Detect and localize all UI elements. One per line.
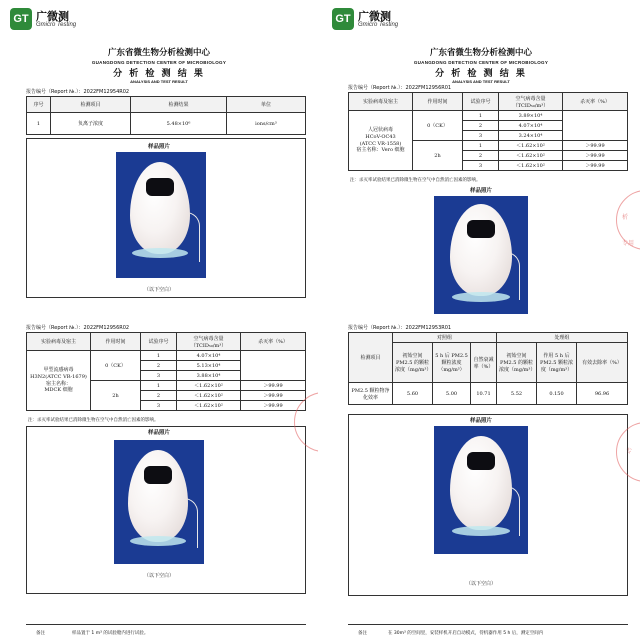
logo-name-en: Gmicro Testing <box>36 21 77 28</box>
photo-label: 样品照片 <box>147 430 170 436</box>
group-header: 对照组 <box>393 333 497 343</box>
virus-name: 人冠状病毒 <box>367 127 393 133</box>
col-header: 自然衰减率（%） <box>471 343 497 383</box>
cell: 2 <box>463 151 499 161</box>
device-base-glow <box>130 536 186 546</box>
cell: 负离子浓度 <box>51 113 131 135</box>
footer-label: 备注 <box>358 631 367 636</box>
logo-name-en: Gmicro Testing <box>358 21 399 28</box>
col-header: 空气病毒含量（TCID₅₀/m³） <box>177 333 241 351</box>
cell: ＞99.99 <box>563 161 628 171</box>
col-header: 实验病毒及宿主 <box>349 93 413 111</box>
cell: ＞99.99 <box>563 141 628 151</box>
col-header: 有效去除率（%） <box>577 343 628 383</box>
cell: 1 <box>463 141 499 151</box>
cell: 96.96 <box>577 383 628 405</box>
cell: ＜1.62×10² <box>499 141 563 151</box>
logo-name-cn: 广微测 <box>36 9 69 23</box>
device-display <box>144 466 172 484</box>
virus-atcc: (ATCC VR-1558) <box>359 140 402 147</box>
device-display <box>146 178 174 196</box>
table-row <box>27 113 306 135</box>
footer-text: 在 30m³ 的空间里，安装样机开启自动模式，待机器作用 5 h 后，测定空间内 <box>388 631 544 636</box>
col-header: 实验病毒及宿主 <box>27 333 91 351</box>
report-title-en: ANALYSIS AND TEST RESULT <box>452 79 510 84</box>
cell: 5.00 <box>433 383 471 405</box>
device-base-glow <box>452 292 510 302</box>
cell: ＜1.62×10² <box>177 401 241 411</box>
seal-fragment: 专 <box>626 448 633 455</box>
time-cell: 2h <box>91 381 141 411</box>
gmicro-logo <box>332 8 398 30</box>
cell: ＞99.99 <box>563 151 628 161</box>
gt-logo-icon: GT <box>10 8 32 30</box>
device-display <box>467 452 495 470</box>
sample-photo <box>434 426 528 554</box>
group-header: 处理组 <box>497 333 628 343</box>
table-row <box>349 111 628 121</box>
logo-name-cn: 广微测 <box>358 9 391 23</box>
cell: ＞99.99 <box>241 401 306 411</box>
cell: 3 <box>463 131 499 141</box>
sample-photo <box>116 152 206 278</box>
cell: 0.150 <box>537 383 577 405</box>
cell: 4.07×10⁴ <box>177 351 241 361</box>
report-page-pm25 <box>322 322 640 640</box>
center-name-en: GUANGDONG DETECTION CENTER OF MICROBIOLOGY <box>413 60 549 65</box>
cell: 3 <box>141 401 177 411</box>
cell: 2 <box>463 121 499 131</box>
virus-table <box>26 332 306 411</box>
report-number: 报告编号（Report №.）：2022FM12956R01 <box>348 85 452 91</box>
report-page-coronavirus <box>322 0 640 318</box>
col-header: 单位 <box>227 97 306 113</box>
seal-fragment: 析 <box>622 214 629 221</box>
col-header: 初始空间 PM2.5 的颗粒浓度（mg/m³） <box>497 343 537 383</box>
cell: 5.52 <box>497 383 537 405</box>
end-of-report-text: （以下空白） <box>465 581 496 587</box>
col-header: 检测项目 <box>51 97 131 113</box>
cell: 1 <box>463 111 499 121</box>
col-header: 初始空间 PM2.5 的颗粒浓度（mg/m³） <box>393 343 433 383</box>
cell: 2 <box>141 391 177 401</box>
cell: ions/cm³ <box>227 113 306 135</box>
col-header: 5 h 后 PM2.5 颗粒浓度（mg/m³） <box>433 343 471 383</box>
center-name-en: GUANGDONG DETECTION CENTER OF MICROBIOLOGY <box>91 60 227 65</box>
col-header: 试验序号 <box>141 333 177 351</box>
col-header: 检测项目 <box>349 333 393 383</box>
col-header: 空气病毒含量（TCID₅₀/m³） <box>499 93 563 111</box>
end-of-report-text: （以下空白） <box>143 287 174 293</box>
row-label: PM2.5 颗粒物净化效率 <box>349 383 393 405</box>
footer-text: 样品置于 1 m³ 的试验舱内进行试验。 <box>72 631 149 636</box>
report-title: 分 析 检 测 结 果 <box>113 69 205 79</box>
divider <box>26 624 306 625</box>
cell: 1 <box>141 351 177 361</box>
report-number: 报告编号（Report №.）：2022FM12956R02 <box>26 325 130 331</box>
virus-cell <box>349 111 413 171</box>
report-title: 分 析 检 测 结 果 <box>435 69 527 79</box>
sample-photo <box>434 196 528 314</box>
cell: ＜1.62×10² <box>499 151 563 161</box>
cell: 4.07×10⁴ <box>499 121 563 131</box>
cell: 5.48×10⁶ <box>131 113 227 135</box>
col-header: 检测结果 <box>131 97 227 113</box>
gmicro-logo <box>10 8 76 30</box>
pm25-table <box>348 332 628 405</box>
end-of-report-text: （以下空白） <box>143 573 174 579</box>
device-base-glow <box>452 526 510 536</box>
seal-fragment: 专用 <box>622 240 635 247</box>
virus-cell <box>27 351 91 411</box>
cell: 5.13×10⁴ <box>177 361 241 371</box>
cell: ＜1.62×10² <box>177 381 241 391</box>
center-name: 广东省微生物分析检测中心 <box>107 48 210 58</box>
gt-logo-icon: GT <box>332 8 354 30</box>
cell: ＜1.62×10² <box>177 391 241 401</box>
cell: ＞99.99 <box>241 391 306 401</box>
cell: ＜1.62×10² <box>499 161 563 171</box>
cell <box>241 351 306 381</box>
cell: 3.88×10⁴ <box>177 371 241 381</box>
report-number: 报告编号（Report №.）：2022FM12954R02 <box>26 89 130 95</box>
air-purifier-device <box>130 162 190 254</box>
footer-label: 备注 <box>36 631 45 636</box>
virus-table <box>348 92 628 171</box>
cell: 3 <box>141 371 177 381</box>
cell: 10.71 <box>471 383 497 405</box>
virus-host-label: 宿主名称： <box>45 380 71 387</box>
air-purifier-device <box>450 204 512 296</box>
virus-host: 宿主名称：Vero 细胞 <box>356 147 405 154</box>
report-page-influenza <box>0 322 318 640</box>
time-cell: 0（CK） <box>91 351 141 381</box>
air-purifier-device <box>450 436 512 530</box>
cell: 3 <box>463 161 499 171</box>
cell: 1 <box>141 381 177 391</box>
cell: 2 <box>141 361 177 371</box>
report-number: 报告编号（Report №.）：2022FM12953R01 <box>348 325 452 331</box>
virus-host: MDCK 细胞 <box>44 387 73 394</box>
col-header: 序号 <box>27 97 51 113</box>
cell: 3.24×10⁴ <box>499 131 563 141</box>
col-header: 杀灭率（%） <box>241 333 306 351</box>
table-row <box>349 383 628 405</box>
virus-name: 甲型流感病毒 <box>43 367 74 373</box>
device-display <box>467 220 495 238</box>
sample-photo <box>114 440 204 564</box>
cell: 1 <box>27 113 51 135</box>
photo-label: 样品照片 <box>469 188 492 194</box>
air-purifier-device <box>128 450 188 542</box>
photo-label: 样品照片 <box>147 144 170 150</box>
device-base-glow <box>132 248 188 258</box>
time-cell: 0（CK） <box>413 111 463 141</box>
divider <box>348 624 628 625</box>
cell: ＞99.99 <box>241 381 306 391</box>
col-header: 试验序号 <box>463 93 499 111</box>
center-name: 广东省微生物分析检测中心 <box>429 48 532 58</box>
col-header: 作用 5 h 后 PM2.5 颗粒浓度（mg/m³） <box>537 343 577 383</box>
table-note: 注：杀灭率试验结果已消除微生物在空气中自然消亡因素的影响。 <box>28 418 159 423</box>
table-row <box>27 351 306 361</box>
report-title-en: ANALYSIS AND TEST RESULT <box>130 79 188 84</box>
result-table <box>26 96 306 135</box>
cell: 5.60 <box>393 383 433 405</box>
col-header: 作用时间 <box>413 93 463 111</box>
photo-label: 样品照片 <box>469 418 492 424</box>
virus-strain: H3N2(ATCC VR-1679) <box>30 373 87 380</box>
cell <box>563 111 628 141</box>
cell: 3.89×10⁴ <box>499 111 563 121</box>
table-note: 注：杀灭率试验结果已消除微生物在空气中自然消亡因素的影响。 <box>350 178 481 183</box>
time-cell: 2h <box>413 141 463 171</box>
col-header: 杀灭率（%） <box>563 93 628 111</box>
col-header: 作用时间 <box>91 333 141 351</box>
report-page-negative-ions <box>0 0 318 318</box>
virus-strain: HCoV-OC43 <box>365 133 396 140</box>
